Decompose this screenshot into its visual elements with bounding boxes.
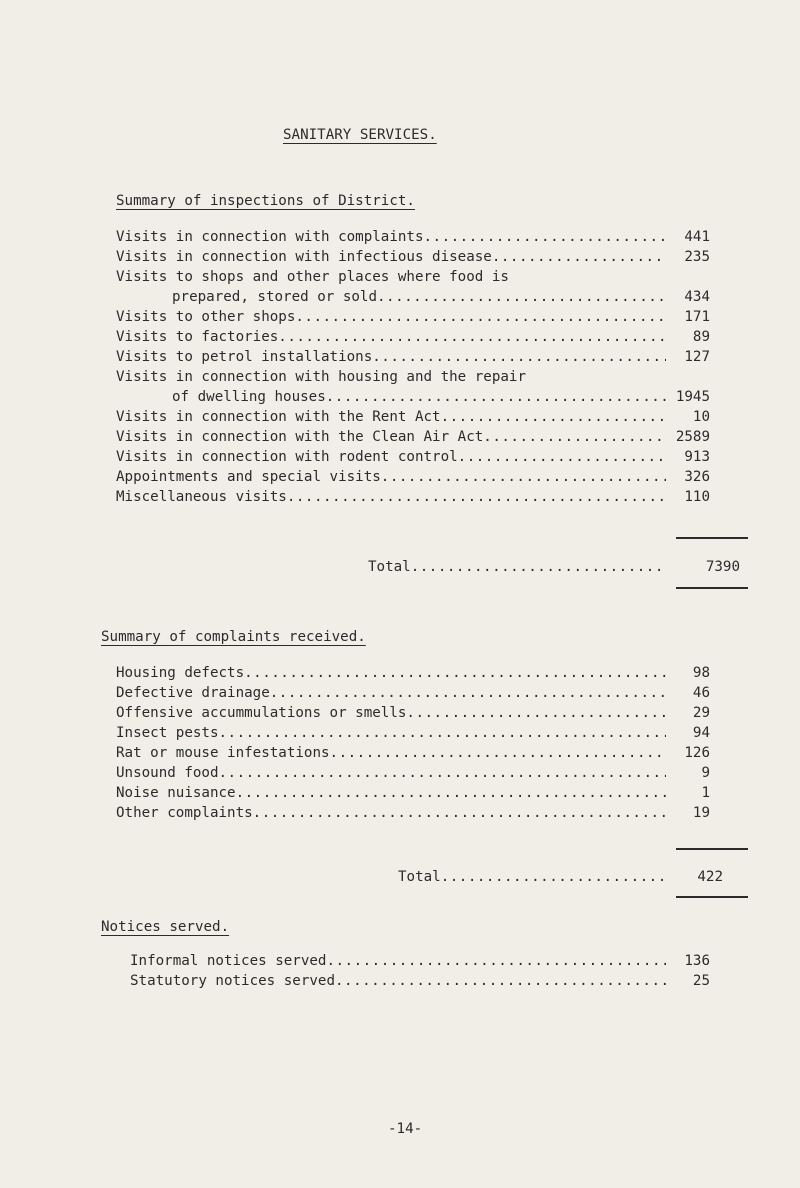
item-value: 19 — [692, 805, 710, 821]
list-item — [116, 428, 666, 446]
total-rule-top — [676, 537, 748, 539]
item-label: Offensive accummulations or smells — [116, 705, 407, 721]
list-item — [116, 448, 666, 466]
leader-dots — [381, 468, 666, 486]
list-item — [116, 784, 666, 802]
leader-dots — [458, 448, 666, 466]
item-label: Statutory notices served — [130, 973, 335, 989]
leader-dots — [377, 288, 666, 306]
page-number: -14- — [388, 1121, 423, 1137]
leader-dots — [326, 388, 666, 406]
leader-dots — [441, 868, 666, 886]
item-value: 29 — [692, 705, 710, 721]
item-value: 235 — [684, 249, 710, 265]
list-item — [116, 744, 666, 762]
item-value: 126 — [684, 745, 710, 761]
leader-dots — [270, 684, 666, 702]
item-value: 25 — [692, 973, 710, 989]
leader-dots — [330, 744, 666, 762]
item-label-line1: Visits in connection with housing and the repair — [116, 369, 526, 385]
item-label: Visits to factories — [116, 329, 279, 345]
item-value: 441 — [684, 229, 710, 245]
list-item — [116, 408, 666, 426]
item-value: 1945 — [675, 389, 710, 405]
item-label: of dwelling houses — [172, 389, 326, 405]
list-item — [116, 308, 666, 326]
item-label: Noise nuisance — [116, 785, 236, 801]
item-value: 9 — [701, 765, 710, 781]
complaints-heading: Summary of complaints received. — [101, 629, 366, 645]
list-item — [116, 468, 666, 486]
item-label: Visits to petrol installations — [116, 349, 373, 365]
item-label: Housing defects — [116, 665, 245, 681]
inspections-heading: Summary of inspections of District. — [116, 193, 415, 209]
leader-dots — [411, 558, 666, 576]
item-value: 94 — [692, 725, 710, 741]
leader-dots — [219, 764, 667, 782]
item-label: Insect pests — [116, 725, 219, 741]
item-label: Visits in connection with the Rent Act — [116, 409, 441, 425]
list-item — [116, 348, 666, 366]
list-item — [130, 972, 666, 990]
list-item — [172, 288, 666, 306]
item-value: 89 — [692, 329, 710, 345]
leader-dots — [236, 784, 666, 802]
item-value: 171 — [684, 309, 710, 325]
item-label: Informal notices served — [130, 953, 327, 969]
item-label: Visits in connection with infectious disease — [116, 249, 492, 265]
list-item — [116, 804, 666, 822]
item-value: 110 — [684, 489, 710, 505]
item-value: 136 — [684, 953, 710, 969]
total-row — [398, 868, 666, 886]
notices-heading: Notices served. — [101, 919, 230, 935]
list-item — [116, 684, 666, 702]
item-label: prepared, stored or sold — [172, 289, 377, 305]
leader-dots — [492, 248, 666, 266]
list-item — [116, 724, 666, 742]
item-label: Rat or mouse infestations — [116, 745, 330, 761]
list-item — [116, 228, 666, 246]
total-value: 7390 — [705, 559, 740, 575]
item-label: Miscellaneous visits — [116, 489, 287, 505]
list-item — [116, 764, 666, 782]
total-rule-top — [676, 848, 748, 850]
page-title: SANITARY SERVICES. — [283, 127, 437, 143]
item-value: 98 — [692, 665, 710, 681]
leader-dots — [326, 952, 666, 970]
item-value: 1 — [701, 785, 710, 801]
leader-dots — [253, 804, 666, 822]
leader-dots — [406, 704, 666, 722]
leader-dots — [287, 488, 666, 506]
list-item — [116, 488, 666, 506]
leader-dots — [441, 408, 666, 426]
list-item — [116, 328, 666, 346]
total-label: Total — [398, 869, 441, 885]
leader-dots — [372, 348, 666, 366]
item-label: Visits in connection with the Clean Air Act — [116, 429, 484, 445]
leader-dots — [295, 308, 666, 326]
leader-dots — [244, 664, 666, 682]
item-label: Visits to other shops — [116, 309, 296, 325]
list-item — [130, 952, 666, 970]
item-value: 326 — [684, 469, 710, 485]
total-row — [368, 558, 666, 576]
item-value: 2589 — [675, 429, 710, 445]
list-item — [172, 388, 666, 406]
item-value: 434 — [684, 289, 710, 305]
item-label: Other complaints — [116, 805, 253, 821]
leader-dots — [335, 972, 666, 990]
item-value: 10 — [692, 409, 710, 425]
item-label: Visits in connection with complaints — [116, 229, 424, 245]
total-rule-bottom — [676, 587, 748, 589]
item-label: Unsound food — [116, 765, 219, 781]
leader-dots — [278, 328, 666, 346]
item-value: 127 — [684, 349, 710, 365]
total-label: Total — [368, 559, 411, 575]
leader-dots — [424, 228, 667, 246]
item-label: Defective drainage — [116, 685, 270, 701]
item-label-line1: Visits to shops and other places where food is — [116, 269, 509, 285]
leader-dots — [219, 724, 667, 742]
total-rule-bottom — [676, 896, 748, 898]
item-label: Appointments and special visits — [116, 469, 381, 485]
item-value: 913 — [684, 449, 710, 465]
total-value: 422 — [697, 869, 723, 885]
list-item — [116, 248, 666, 266]
list-item — [116, 704, 666, 722]
item-label: Visits in connection with rodent control — [116, 449, 458, 465]
leader-dots — [483, 428, 666, 446]
item-value: 46 — [692, 685, 710, 701]
list-item — [116, 664, 666, 682]
